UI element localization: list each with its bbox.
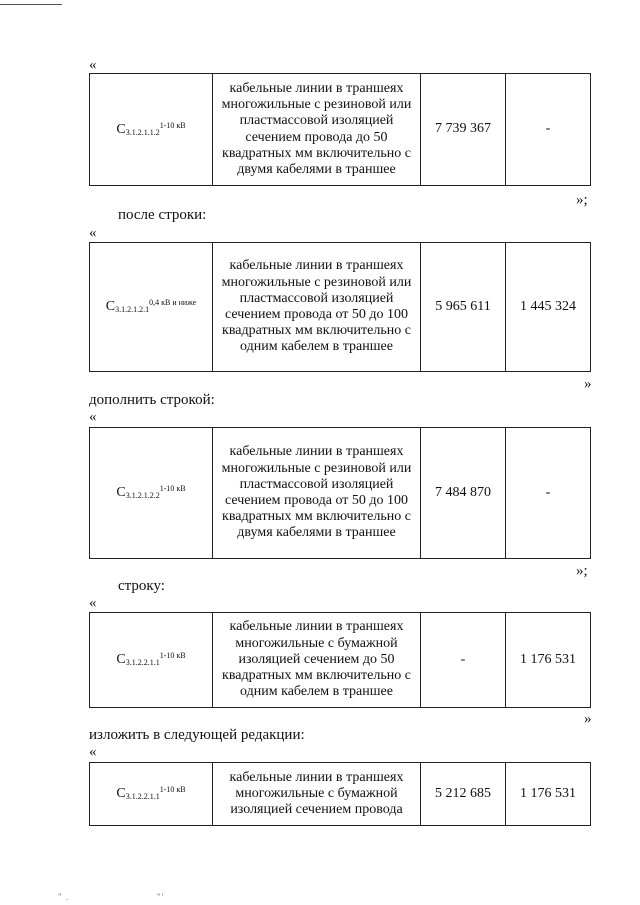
tariff-table-row: [89, 242, 591, 372]
instruction-row: строку:: [118, 578, 165, 594]
instruction-after-row: после строки:: [118, 207, 207, 223]
close-quote: »;: [576, 192, 588, 208]
rate-value-1: 5 212 685: [421, 763, 506, 826]
instruction-add-row: дополнить строкой:: [89, 392, 215, 408]
rate-code: $С_{3.1.2.2.1.1}^{1-10 кВ}$: [90, 763, 213, 826]
tariff-table-row: [89, 762, 591, 826]
open-quote: «: [89, 409, 97, 425]
rate-description: кабельные линии в траншеях многожильные с бумажной изоляцией сечением до 50 квадратных мм включительно с одним кабелем в траншее: [213, 613, 421, 708]
rate-code: $С_{3.1.2.1.1.2}^{1-10 кВ}$: [90, 74, 213, 186]
rate-code: $С_{3.1.2.2.1.1}^{1-10 кВ}$: [90, 613, 213, 708]
rate-value-1: 5 965 611: [421, 243, 506, 372]
rate-code: $С_{3.1.2.1.2.1}^{0,4 кВ и ниже}$: [90, 243, 213, 372]
rate-value-2: -: [506, 74, 591, 186]
close-quote: »: [584, 711, 592, 727]
rate-description: кабельные линии в траншеях многожильные с бумажной изоляцией сечением провода: [213, 763, 421, 826]
close-quote: »;: [576, 563, 588, 579]
rate-value-1: 7 739 367: [421, 74, 506, 186]
tariff-table-row: [89, 427, 591, 559]
scan-edge-line: [0, 4, 62, 5]
tariff-table-row: [89, 73, 591, 186]
rate-value-2: 1 176 531: [506, 763, 591, 826]
rate-value-2: -: [506, 428, 591, 559]
footer-mark-left: " .: [58, 892, 70, 902]
open-quote: «: [89, 595, 97, 611]
footer-mark-right: "': [157, 892, 165, 902]
rate-description: кабельные линии в траншеях многожильные с резиновой или пластмассовой изоляцией сечением провода до 50 квадратных мм включительно с двумя кабелями в траншее: [213, 74, 421, 186]
open-quote: «: [89, 744, 97, 760]
rate-value-1: 7 484 870: [421, 428, 506, 559]
open-quote: «: [89, 225, 97, 241]
close-quote: »: [584, 376, 592, 392]
rate-code: $С_{3.1.2.1.2.2}^{1-10 кВ}$: [90, 428, 213, 559]
rate-value-1: -: [421, 613, 506, 708]
tariff-table-row: [89, 612, 591, 708]
rate-value-2: 1 445 324: [506, 243, 591, 372]
open-quote: «: [89, 57, 97, 73]
instruction-restate: изложить в следующей редакции:: [89, 727, 305, 743]
rate-value-2: 1 176 531: [506, 613, 591, 708]
rate-description: кабельные линии в траншеях многожильные с резиновой или пластмассовой изоляцией сечением провода от 50 до 100 квадратных мм включительно с одним кабелем в траншее: [213, 243, 421, 372]
rate-description: кабельные линии в траншеях многожильные с резиновой или пластмассовой изоляцией сечением провода от 50 до 100 квадратных мм включительно с двумя кабелями в траншее: [213, 428, 421, 559]
